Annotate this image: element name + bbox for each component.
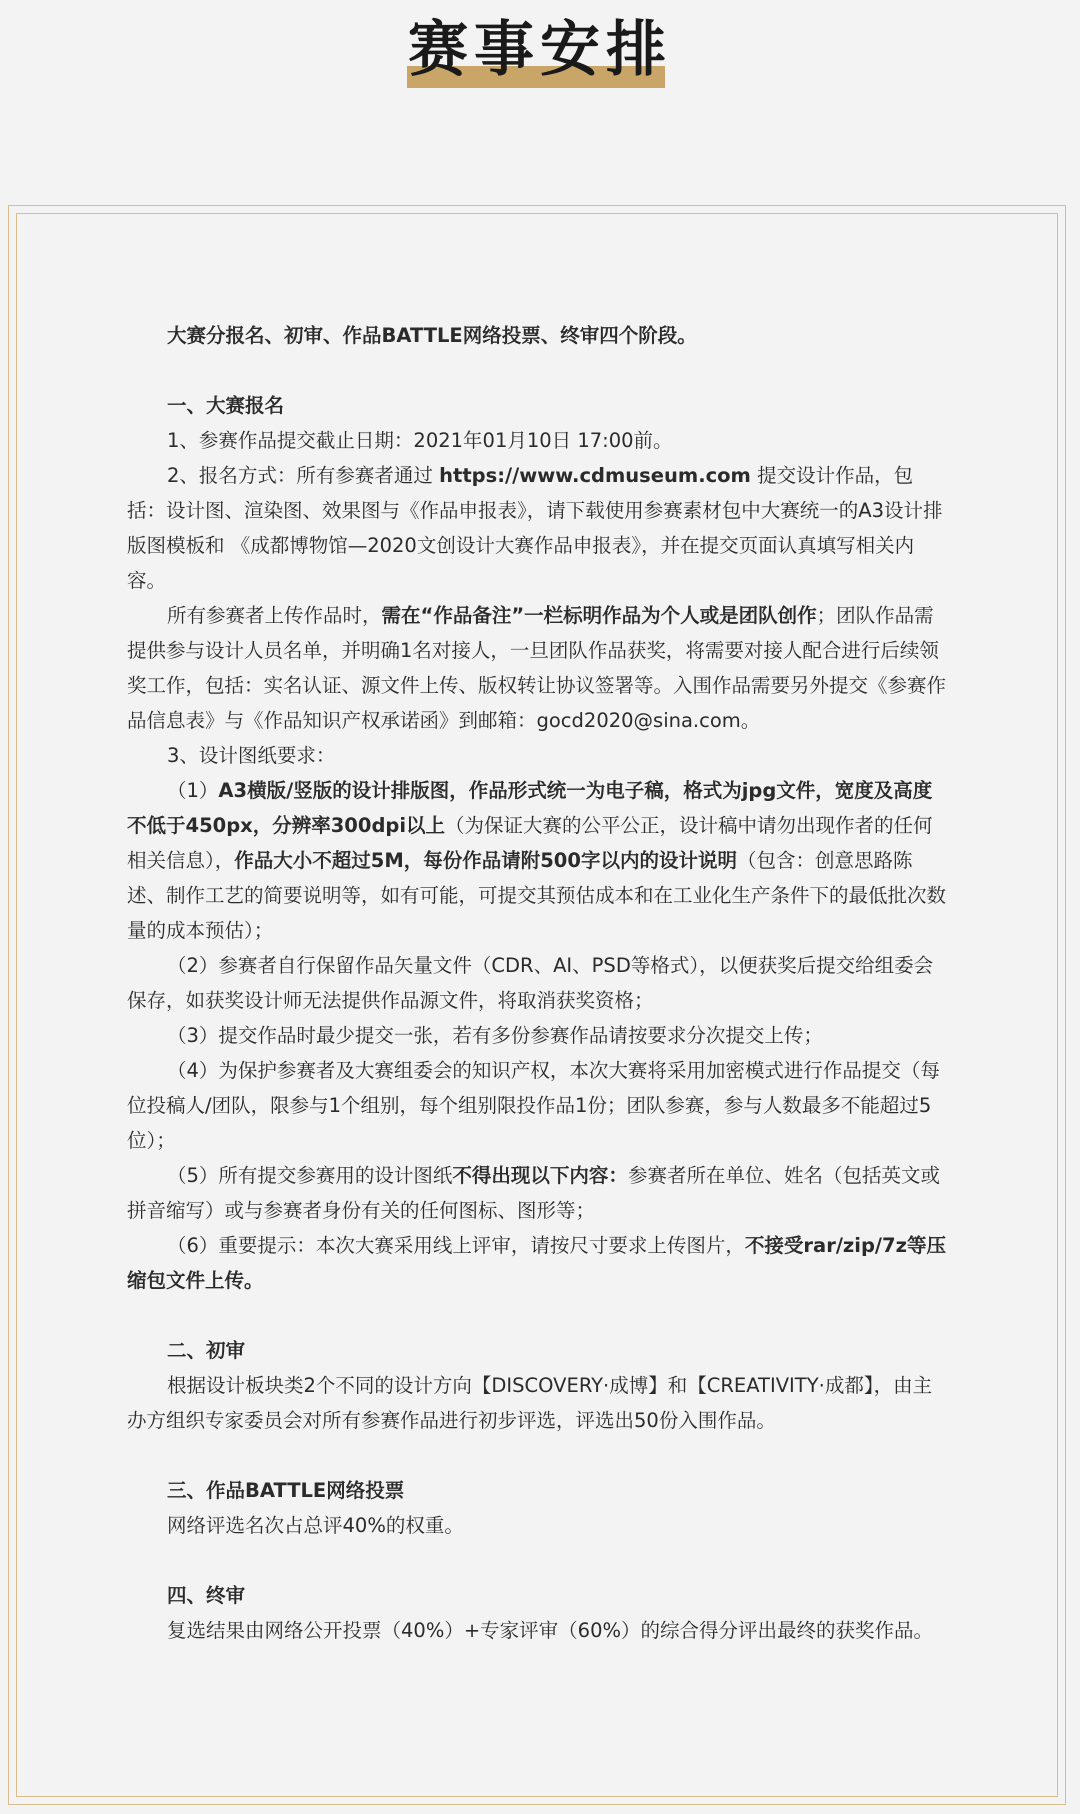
req5-text-a: （5）所有提交参赛用的设计图纸 bbox=[167, 1164, 453, 1187]
requirement-3: （3）提交作品时最少提交一张，若有多份参赛作品请按要求分次提交上传； bbox=[167, 1024, 823, 1047]
req1-text-a: （为保证大赛的公平公正，设计稿中请勿出现作者的任何相关信息）， bbox=[127, 814, 933, 872]
intro-text: 大赛分报名、初审、作品BATTLE网络投票、终审四个阶段。 bbox=[167, 324, 697, 347]
section3-text: 网络评选名次占总评40%的权重。 bbox=[167, 1514, 464, 1537]
section1-design-requirements: 3、设计图纸要求： bbox=[167, 744, 336, 767]
section2-text: 根据设计板块类2个不同的设计方向【DISCOVERY·成博】和【CREATIVITY·成都】，由主办方组织专家委员会对所有参赛作品进行初步评选，评选出50份入围作品。 bbox=[127, 1374, 933, 1432]
registration-text-b: 提交设计作品，包括：设计图、渲染图、效果图与《作品申报表》，请下载使用参赛素材包中大赛统一的A3设计排版图模板和 《成都博物馆—2020文创设计大赛作品申报表》，并在提交页面认真填写相关内容。 bbox=[127, 464, 943, 592]
registration-text-a: 2、报名方式：所有参赛者通过 bbox=[167, 464, 440, 487]
section1-deadline: 1、参赛作品提交截止日期：2021年01月10日 17:00前。 bbox=[167, 429, 673, 452]
requirement-4: （4）为保护参赛者及大赛组委会的知识产权，本次大赛将采用加密模式进行作品提交（每位投稿人/团队，限参与1个组别，每个组别限投作品1份；团队参赛，参与人数最多不能超过5位）； bbox=[127, 1059, 940, 1152]
title-area bbox=[0, 0, 1080, 100]
registration-url[interactable]: https://www.cdmuseum.com bbox=[439, 464, 751, 487]
requirement-1 bbox=[127, 773, 947, 948]
section4-heading: 四、终审 bbox=[167, 1584, 246, 1607]
req1-text-b: （包含：创意思路陈述、制作工艺的简要说明等，如有可能，可提交其预估成本和在工业化生产条件下的最低批次数量的成本预估）； bbox=[127, 849, 947, 942]
section1-upload-note bbox=[127, 598, 947, 738]
section1-registration bbox=[127, 458, 947, 598]
upload-note-a: 所有参赛者上传作品时， bbox=[167, 604, 382, 627]
section4-text: 复选结果由网络公开投票（40%）+专家评审（60%）的综合得分评出最终的获奖作品。 bbox=[167, 1619, 934, 1642]
req1-num: （1） bbox=[167, 779, 219, 802]
section2-heading: 二、初审 bbox=[167, 1339, 246, 1362]
requirement-5 bbox=[127, 1158, 947, 1228]
req5-bold: 不得出现以下内容： bbox=[452, 1164, 628, 1187]
req6-text: （6）重要提示：本次大赛采用线上评审，请按尺寸要求上传图片， bbox=[167, 1234, 745, 1257]
requirement-2: （2）参赛者自行保留作品矢量文件（CDR、AI、PSD等格式），以便获奖后提交给组委会保存，如获奖设计师无法提供作品源文件，将取消获奖资格； bbox=[127, 954, 934, 1012]
req5-text-b: 参赛者所在单位、姓名（包括英文或拼音缩写）或与参赛者身份有关的任何图标、图形等； bbox=[127, 1164, 940, 1222]
upload-note-c: ；团队作品需提供参与设计人员名单，并明确1名对接人，一旦团队作品获奖，将需要对接人配合进行后续领奖工作，包括：实名认证、源文件上传、版权转让协议签署等。入围作品需要另外提交《参赛作品信息表》与《作品知识产权承诺函》到邮箱：gocd2020@sina.com。 bbox=[127, 604, 947, 732]
section3-heading: 三、作品BATTLE网络投票 bbox=[167, 1479, 405, 1502]
content-body bbox=[127, 318, 947, 1648]
req1-bold-a: A3横版/竖版的设计排版图，作品形式统一为电子稿，格式为jpg文件，宽度及高度不低于450px，分辨率300dpi以上 bbox=[127, 779, 933, 837]
section1-heading: 一、大赛报名 bbox=[167, 394, 285, 417]
requirement-6 bbox=[127, 1228, 947, 1298]
page-title: 赛事安排 bbox=[408, 15, 672, 85]
req1-bold-b: 作品大小不超过5M，每份作品请附500字以内的设计说明 bbox=[234, 849, 737, 872]
req6-bold: 不接受rar/zip/7z等压缩包文件上传。 bbox=[127, 1234, 946, 1292]
upload-note-bold: 需在“作品备注”一栏标明作品为个人或是团队创作 bbox=[381, 604, 817, 627]
